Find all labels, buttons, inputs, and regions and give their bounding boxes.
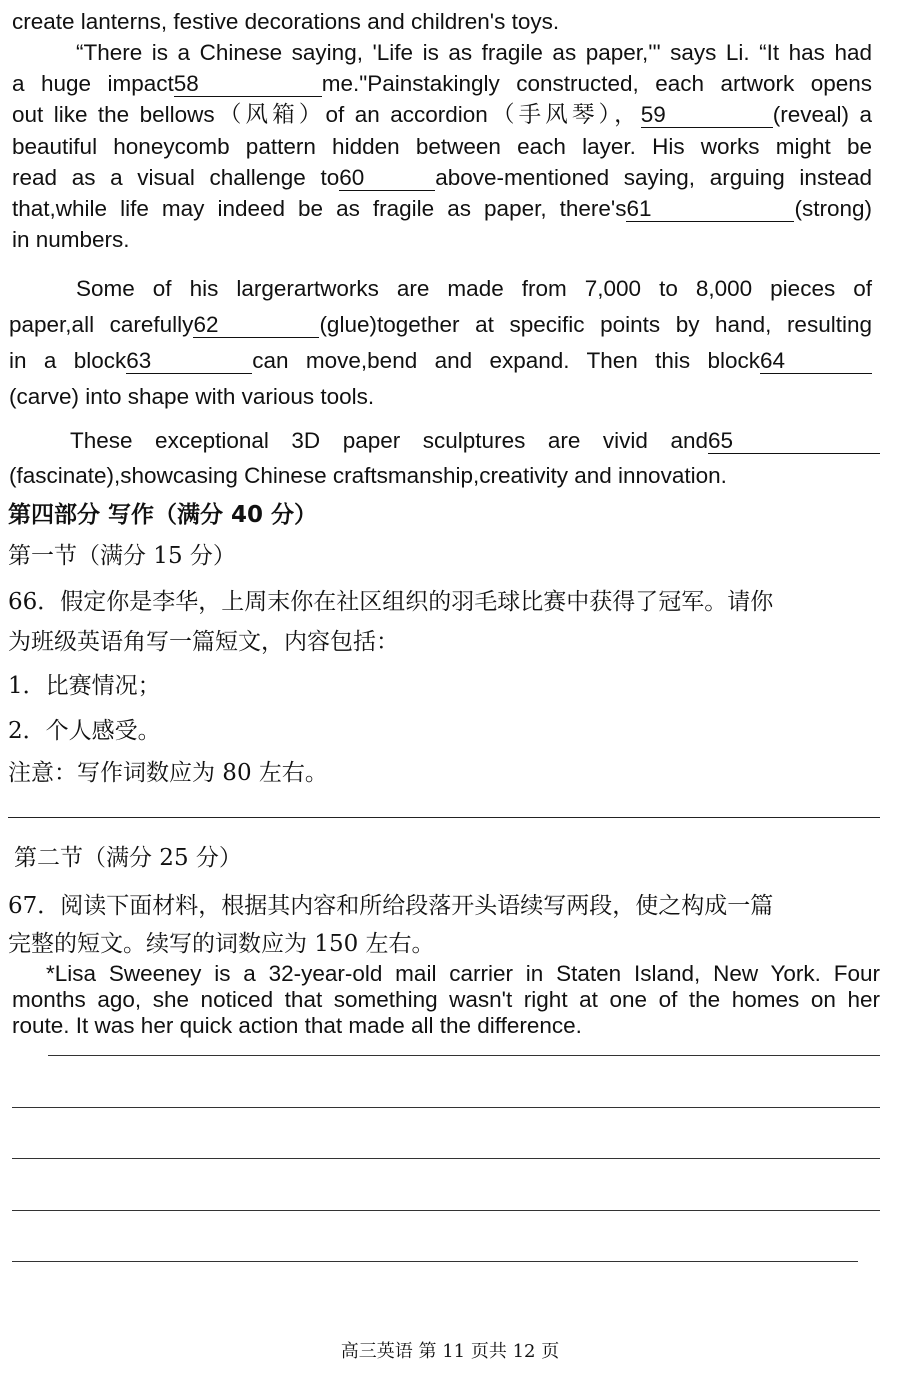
answer-line[interactable]	[12, 1261, 858, 1262]
passage-line: (carve) into shape with various tools.	[9, 384, 375, 409]
blank-59[interactable]: 59	[641, 103, 773, 128]
blank-64[interactable]: 64	[760, 349, 872, 374]
page-footer: 高三英语 第 11 页共 12 页	[340, 1341, 560, 1362]
blank-61[interactable]: 61	[626, 197, 794, 222]
passage-line: out like the bellows（风箱）of an accordion（手风琴），59 (reveal) a	[12, 102, 872, 128]
requirement-item-2: 2．个人感受。	[8, 718, 161, 744]
answer-line[interactable]	[12, 1107, 880, 1108]
question-67-line2: 完整的短文。续写的词数应为 150 左右。	[8, 931, 435, 957]
lisa-passage-line: *Lisa Sweeney is a 32-year-old mail carrier in Staten Island, New York. Four	[46, 961, 880, 986]
blank-65[interactable]: 65	[708, 429, 880, 454]
section-one-title: 第一节（满分 15 分）	[8, 543, 236, 569]
passage-line: in numbers.	[12, 227, 130, 252]
passage-line: “There is a Chinese saying, 'Life is as fragile as paper,'" says Li. “It has had	[76, 40, 872, 65]
passage-line: (fascinate),showcasing Chinese craftsmanship,creativity and innovation.	[9, 463, 727, 488]
word-count-note: 注意：写作词数应为 80 左右。	[8, 760, 328, 786]
question-66-line2: 为班级英语角写一篇短文，内容包括：	[8, 629, 399, 655]
passage-line: in a block63 can move,bend and expand. Then this block64	[9, 346, 872, 376]
passage-line: Some of his largerartworks are made from 7,000 to 8,000 pieces of	[76, 276, 872, 301]
blank-58[interactable]: 58	[174, 72, 322, 97]
lisa-passage-line: route. It was her quick action that made all the difference.	[12, 1013, 582, 1038]
passage-line: beautiful honeycomb pattern hidden between each layer. His works might be	[12, 134, 872, 159]
section-two-title: 第二节（满分 25 分）	[14, 845, 242, 871]
answer-line[interactable]	[12, 1210, 880, 1211]
blank-63[interactable]: 63	[126, 349, 252, 374]
passage-line: These exceptional 3D paper sculptures are vivid and65	[70, 426, 880, 456]
answer-line-66[interactable]	[8, 817, 880, 818]
blank-62[interactable]: 62	[193, 313, 319, 338]
passage-line: read as a visual challenge to60 above-mentioned saying, arguing instead	[12, 165, 872, 190]
answer-line[interactable]	[48, 1055, 880, 1056]
passage-line: a huge impact58 me."Painstakingly constructed, each artwork opens	[12, 71, 872, 96]
question-67-line1: 67．阅读下面材料，根据其内容和所给段落开头语续写两段，使之构成一篇	[8, 893, 774, 919]
passage-line: that,while life may indeed be as fragile as paper, there's61 (strong)	[12, 196, 872, 221]
passage-line: paper,all carefully62 (glue)together at specific points by hand, resulting	[9, 312, 872, 337]
question-66-line1: 66．假定你是李华，上周末你在社区组织的羽毛球比赛中获得了冠军。请你	[8, 589, 774, 615]
passage-line: create lanterns, festive decorations and children's toys.	[12, 9, 560, 34]
answer-line[interactable]	[12, 1158, 880, 1159]
blank-60[interactable]: 60	[339, 166, 435, 191]
lisa-passage-line: months ago, she noticed that something wasn't right at one of the homes on her	[12, 987, 880, 1012]
part-four-title: 第四部分 写作（满分 40 分）	[8, 502, 318, 528]
requirement-item-1: 1．比赛情况；	[8, 673, 161, 699]
